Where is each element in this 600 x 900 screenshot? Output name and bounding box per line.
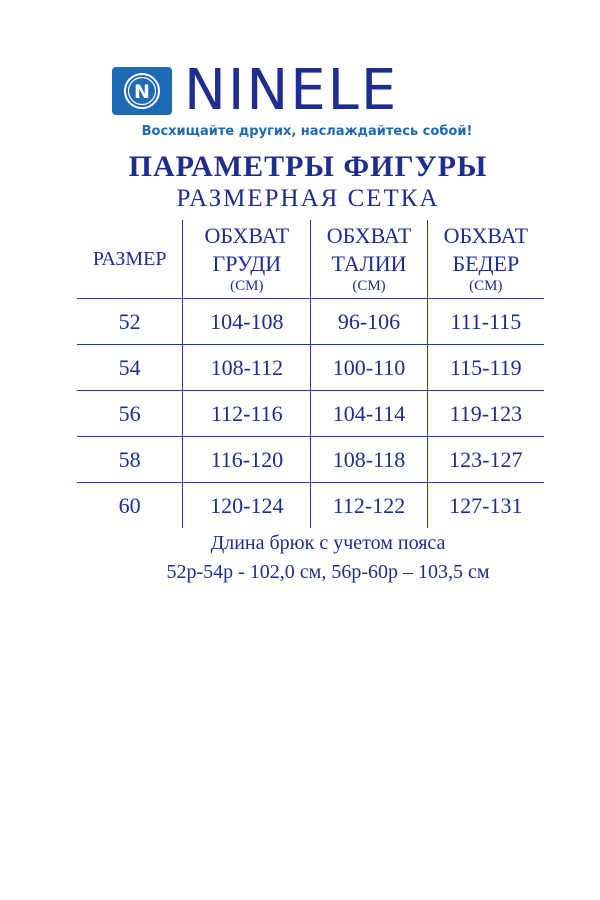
cell-chest: 108-112 (183, 345, 311, 391)
header-waist-line1: ОБХВАТ (326, 223, 412, 248)
cell-size: 56 (77, 391, 183, 437)
cell-chest: 116-120 (183, 437, 311, 483)
page-title: ПАРАМЕТРЫ ФИГУРЫ (128, 150, 488, 183)
header-chest-unit: (СМ) (230, 278, 264, 294)
table-row (77, 345, 544, 391)
cell-waist: 108-118 (311, 437, 427, 483)
cell-hips: 123-127 (427, 437, 544, 483)
cell-size: 60 (118, 492, 141, 518)
header-waist-unit: (СМ) (352, 278, 386, 294)
cell-hips: 111-115 (427, 299, 544, 345)
table-row (77, 483, 544, 529)
cell-waist: 100-110 (311, 345, 427, 391)
header-chest (183, 220, 311, 299)
cell-chest: 120-124 (183, 483, 311, 529)
cell-waist: 96-106 (311, 299, 427, 345)
cell-size: 54 (77, 345, 183, 391)
header-waist-line2: ТАЛИИ (331, 251, 407, 276)
cell-size: 58 (77, 437, 183, 483)
header-chest-line2: ГРУДИ (212, 251, 282, 276)
header-hips-line2: БЕДЕР (452, 251, 520, 276)
size-chart-table (77, 220, 544, 528)
header-hips-line1: ОБХВАТ (443, 223, 529, 248)
cell-waist: 112-122 (311, 483, 427, 529)
logo-letter: N (134, 81, 150, 103)
cell-chest: 104-108 (183, 299, 311, 345)
cell-waist: 104-114 (311, 391, 427, 437)
cell-hips: 127-131 (427, 483, 544, 529)
cell-hips: 115-119 (427, 345, 544, 391)
brand-slogan: Восхищайте других, наслаждайтесь собой! (141, 124, 473, 139)
table-row (77, 391, 544, 437)
brand-name: NINELE (184, 58, 399, 123)
cell-hips: 119-123 (427, 391, 544, 437)
brand-header (0, 60, 600, 144)
header-hips-unit: (СМ) (469, 278, 503, 294)
table-row (77, 299, 544, 345)
header-size (77, 220, 183, 299)
header-waist (311, 220, 427, 299)
brand-logo-icon (112, 67, 172, 115)
table-row (77, 437, 544, 483)
cell-size: 52 (77, 299, 183, 345)
header-chest-line1: ОБХВАТ (204, 223, 290, 248)
header-hips (427, 220, 544, 299)
header-size-label: РАЗМЕР (92, 248, 167, 270)
cell-chest: 112-116 (183, 391, 311, 437)
trouser-length-values: 52р-54р - 102,0 см, 56р-60р – 103,5 см (166, 561, 490, 583)
table-header-row (77, 220, 544, 299)
trouser-length-note: Длина брюк с учетом пояса (210, 532, 446, 554)
page-subtitle: РАЗМЕРНАЯ СЕТКА (176, 185, 440, 212)
